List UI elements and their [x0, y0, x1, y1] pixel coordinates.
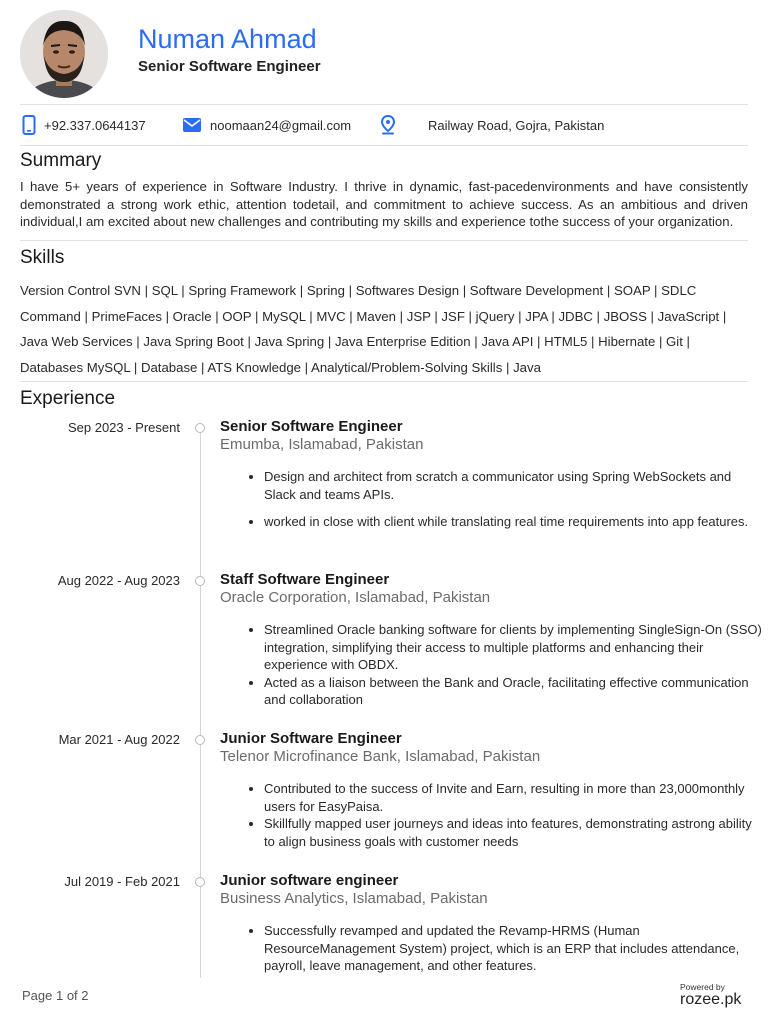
bullet-item: • Contributed to the success of Invite and Earn, resulting in more than 23,000monthly users for EasyPaisa. [264, 780, 766, 815]
profile-header [20, 10, 748, 100]
profile-title: Senior Software Engineer [138, 58, 321, 75]
job-role: Staff Software Engineer [220, 571, 390, 588]
bullet-item: • worked in close with client while translating real time requirements into app features. [264, 513, 766, 531]
phone-number[interactable]: +92.337.0644137 [44, 117, 146, 133]
job-company: Business Analytics, Islamabad, Pakistan [220, 890, 488, 907]
job-company: Telenor Microfinance Bank, Islamabad, Pakistan [220, 748, 541, 765]
bullet-item: • Skillfully mapped user journeys and ideas into features, demonstrating astrong ability to align business goals with customer needs [264, 815, 766, 850]
job-bullets [246, 922, 766, 975]
powered-by-logo[interactable] [680, 982, 750, 1008]
divider [20, 240, 748, 241]
email-address[interactable]: noomaan24@gmail.com [210, 117, 352, 133]
profile-name: Numan Ahmad [138, 24, 317, 54]
job-dates: Mar 2021 - Aug 2022 [58, 732, 180, 747]
timeline-dot [195, 735, 205, 745]
job-dates: Sep 2023 - Present [67, 420, 180, 435]
job-role: Junior Software Engineer [220, 730, 402, 747]
divider [20, 381, 748, 382]
brand-suffix: .pk [720, 991, 742, 1008]
envelope-icon [182, 117, 202, 133]
profile-photo-image [20, 10, 108, 98]
profile-photo [20, 10, 108, 98]
timeline-dot [195, 423, 205, 433]
bullet-item: • Design and architect from scratch a communicator using Spring WebSockets and Slack and teams APIs. [264, 468, 766, 503]
job-company: Oracle Corporation, Islamabad, Pakistan [220, 589, 491, 606]
skills-heading: Skills [20, 247, 65, 268]
powered-by-label: Powered by [680, 982, 725, 992]
timeline-dot [195, 576, 205, 586]
brand-name: rozee [680, 991, 721, 1008]
map-pin-icon [380, 115, 396, 135]
brand-logo [680, 992, 750, 1008]
summary-heading: Summary [20, 150, 102, 171]
bullet-item: • Streamlined Oracle banking software for clients by implementing SingleSign-On (SSO) integration, simplifying their access to multiple platforms and enhancing their experience with OBDX. [264, 621, 766, 674]
timeline-line [200, 430, 201, 978]
job-bullets [246, 621, 766, 709]
summary-text: I have 5+ years of experience in Software Industry. I thrive in dynamic, fast-pacedenvironments and have consistently demonstrated a strong work ethic, attention todetail, and commitment to achieve success. As an ambitious and driven individual,I am excited about new challenges and contributing my skills and experience tothe success of your organization. [20, 179, 748, 229]
bullet-item: • Successfully revamped and updated the Revamp-HRMS (Human ResourceManagement System) project, which is an ERP that includes attendance, payroll, leave management, and other features. [264, 922, 766, 975]
job-dates: Jul 2019 - Feb 2021 [64, 874, 180, 889]
job-bullets [246, 780, 766, 850]
job-role: Junior software engineer [220, 872, 399, 889]
experience-heading: Experience [20, 388, 116, 409]
job-bullets [246, 468, 766, 531]
skills-list: Version Control SVN | SQL | Spring Framework | Spring | Softwares Design | Software Development | SOAP | SDLC Command | PrimeFaces | Oracle | OOP | MySQL | MVC | Maven | JSP | JSF | jQuery | JPA | JDBC | JBOSS | JavaScript | Java Web Services | Java Spring Boot | Java Spring | Java Enterprise Edition | Java API | HTML5 | Hibernate | Git | Databases MySQL | Database | ATS Knowledge | Analytical/Problem-Solving Skills | Java [20, 283, 727, 375]
job-role: Senior Software Engineer [220, 418, 403, 435]
timeline-dot [195, 877, 205, 887]
location-text: Railway Road, Gojra, Pakistan [428, 117, 605, 133]
bullet-item: • Acted as a liaison between the Bank and Oracle, facilitating effective communication and collaboration [264, 674, 766, 709]
contact-phone[interactable] [22, 105, 146, 145]
job-dates: Aug 2022 - Aug 2023 [57, 573, 180, 588]
page-indicator: Page 1 of 2 [22, 988, 89, 1003]
contact-bar [20, 104, 748, 146]
contact-email[interactable] [182, 105, 351, 145]
job-company: Emumba, Islamabad, Pakistan [220, 436, 424, 453]
contact-location [380, 105, 604, 145]
phone-icon [22, 115, 36, 135]
